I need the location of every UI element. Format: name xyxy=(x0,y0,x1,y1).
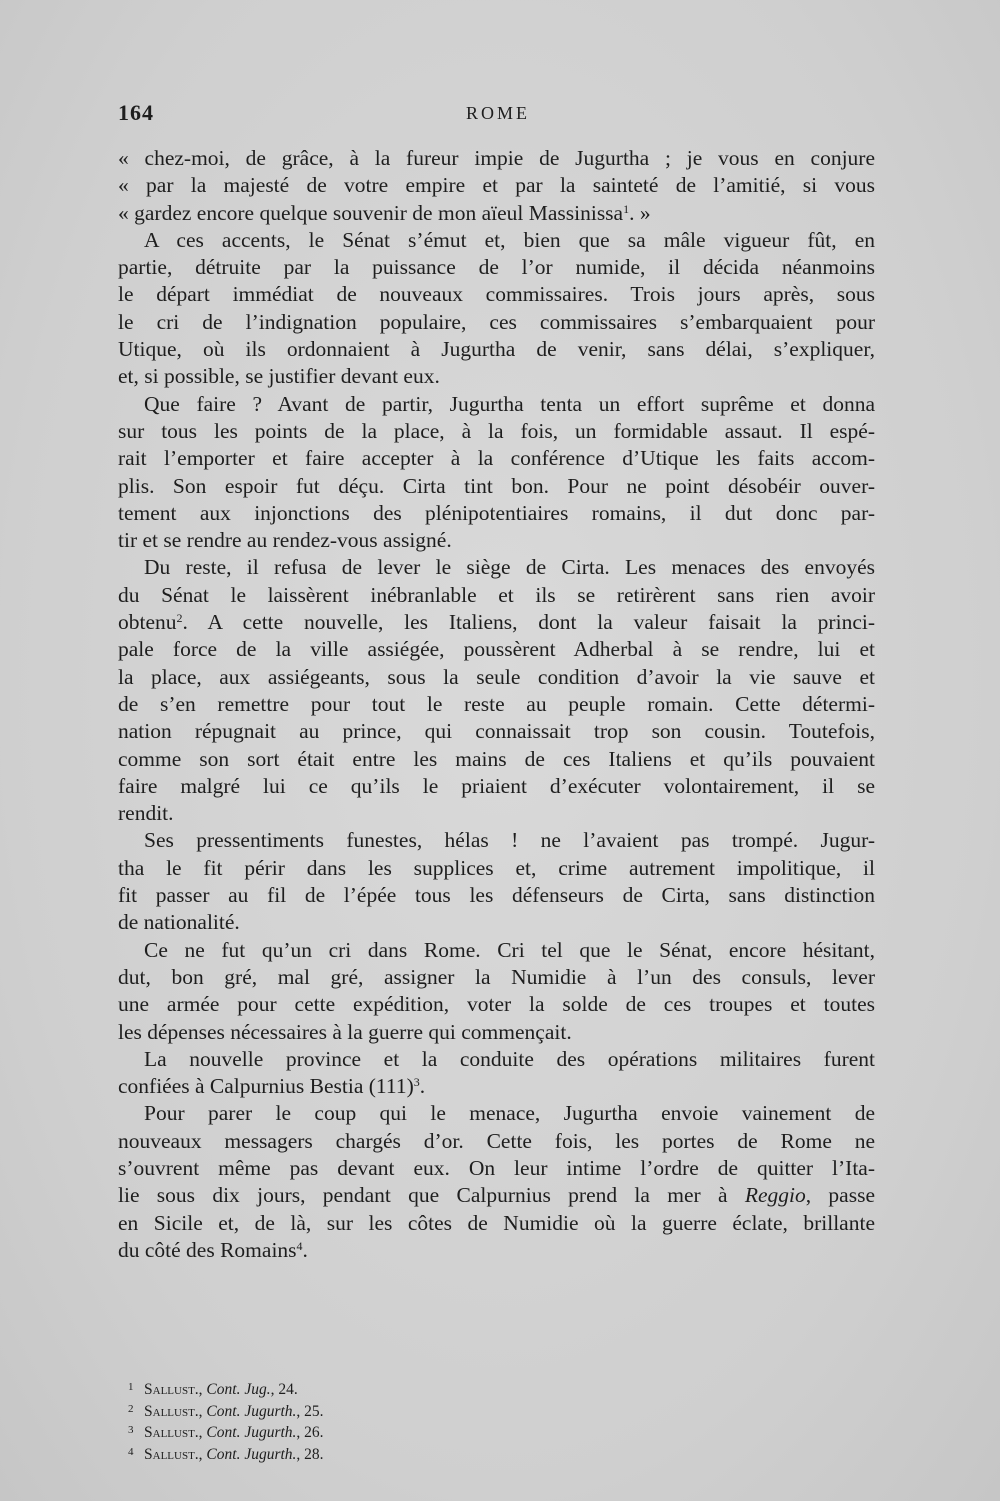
line-text: la place, aux assiégeants, sous la seule condition d’avoir la vie sauve et xyxy=(118,664,875,689)
text-line xyxy=(118,391,875,418)
line-text: pale force de la ville assiégée, poussèrent Adherbal à se rendre, lui et xyxy=(118,637,875,662)
text-line xyxy=(118,1100,875,1127)
footnote-work: Cont. Jugurth. xyxy=(206,1424,297,1441)
footnote: 2 Sallust., Cont. Jugurth., 25. xyxy=(128,1400,628,1422)
footnote-author: Sallust. xyxy=(144,1381,199,1398)
text-line xyxy=(118,691,875,718)
line-text: nouveaux messagers chargés d’or. Cette fois, les portes de Rome ne xyxy=(118,1128,875,1153)
line-text: le cri de l’indignation populaire, ces commissaires s’embarquaient pour xyxy=(118,309,875,334)
text-line xyxy=(118,1128,875,1155)
line-text: en Sicile et, de là, sur les côtes de Numidie où la guerre éclate, brillante xyxy=(118,1210,875,1235)
footnote: 4 Sallust., Cont. Jugurth., 28. xyxy=(128,1443,628,1465)
text-line xyxy=(118,991,875,1018)
text-line xyxy=(118,1073,875,1100)
line-text: « par la majesté de votre empire et par la sainteté de l’amitié, si vous xyxy=(118,173,875,198)
text-line xyxy=(118,800,875,827)
line-text: les dépenses nécessaires à la guerre qui commençait. xyxy=(118,1019,572,1044)
line-text: le départ immédiat de nouveaux commissaires. Trois jours après, sous xyxy=(118,282,875,307)
line-text: nation répugnait au prince, qui connaissait trop son cousin. Toutefois, xyxy=(118,719,875,744)
line-text: sur tous les points de la place, à la fois, un formidable assaut. Il espé- xyxy=(118,418,875,443)
line-text: Du reste, il refusa de lever le siège de Cirta. Les menaces des envoyés xyxy=(144,555,875,580)
text-line xyxy=(118,363,875,390)
line-text: « gardez encore quelque souvenir de mon aïeul Massinissa xyxy=(118,200,624,225)
line-text: Ce ne fut qu’un cri dans Rome. Cri tel que le Sénat, encore hésitant, xyxy=(144,937,875,962)
footnote-work: Cont. Jugurth. xyxy=(206,1445,297,1463)
line-text: et, si possible, se justifier devant eux. xyxy=(118,364,440,389)
footnote-marker: 2 xyxy=(176,611,183,626)
text-line xyxy=(118,1046,875,1073)
text-line xyxy=(118,718,875,745)
line-text: dut, bon gré, mal gré, assigner la Numidie à l’un des consuls, lever xyxy=(118,964,875,989)
page-number: 164 xyxy=(118,100,154,125)
text-line xyxy=(118,1019,875,1046)
footnote-work: Cont. Jugurth. xyxy=(206,1402,297,1420)
text-line xyxy=(118,827,875,854)
text-line xyxy=(118,254,875,281)
text-line xyxy=(118,145,875,172)
text-line xyxy=(118,582,875,609)
text-line xyxy=(118,746,875,773)
footnote-marker: 3 xyxy=(413,1075,420,1090)
line-text-tail: . xyxy=(419,1074,426,1099)
text-line xyxy=(118,554,875,581)
line-text: tha le fit périr dans les supplices et, crime autrement impolitique, il xyxy=(118,855,875,880)
text-line xyxy=(118,773,875,800)
line-text: confiées à Calpurnius Bestia (111) xyxy=(118,1074,414,1099)
footnotes xyxy=(128,1378,628,1464)
footnote-number: 1 xyxy=(128,1381,134,1393)
text-line xyxy=(118,1182,875,1209)
text-line xyxy=(118,664,875,691)
text-line xyxy=(118,909,875,936)
text-line xyxy=(118,609,875,636)
text-line xyxy=(118,309,875,336)
text-line xyxy=(118,227,875,254)
page-header xyxy=(118,100,878,130)
footnote-author: Sallust. xyxy=(144,1445,199,1463)
line-text: Ses pressentiments funestes, hélas ! ne l’avaient pas trompé. Jugur- xyxy=(144,828,875,853)
line-text: fit passer au fil de l’épée tous les défenseurs de Cirta, sans distinction xyxy=(118,883,875,908)
text-line xyxy=(118,500,875,527)
line-text: comme son sort était entre les mains de ces Italiens et qu’ils pouvaient xyxy=(118,746,875,771)
line-text: faire malgré lui ce qu’ils le priaient d’exécuter volontairement, il se xyxy=(118,773,875,798)
text-line xyxy=(118,882,875,909)
line-text: Que faire ? Avant de partir, Jugurtha tenta un effort suprême et donna xyxy=(144,391,875,416)
line-text: La nouvelle province et la conduite des opérations militaires furent xyxy=(144,1046,875,1071)
line-text: Utique, où ils ordonnaient à Jugurtha de venir, sans délai, s’expliquer, xyxy=(118,337,875,362)
footnote-work: Cont. Jug. xyxy=(206,1381,271,1398)
line-text: tement aux injonctions des plénipotentiaires romains, il dut donc par- xyxy=(118,500,875,525)
line-text-tail: . xyxy=(302,1237,308,1262)
footnote-number: 2 xyxy=(128,1402,134,1415)
text-line xyxy=(118,964,875,991)
running-head: ROME xyxy=(465,103,530,123)
line-text: partie, détruite par la puissance de l’or numide, il décida néanmoins xyxy=(118,255,875,280)
line-text: obtenu xyxy=(118,610,177,635)
line-text: du Sénat le laissèrent inébranlable et ils se retirèrent sans rien avoir xyxy=(118,582,875,607)
text-line xyxy=(118,636,875,663)
text-line xyxy=(118,855,875,882)
text-line xyxy=(118,1237,875,1264)
footnote-reference: , 26. xyxy=(296,1424,324,1441)
line-text: « chez-moi, de grâce, à la fureur impie de Jugurtha ; je vous en conjure xyxy=(118,146,875,170)
line-text: plis. Son espoir fut déçu. Cirta tint bon. Pour ne point désobéir ouver- xyxy=(118,473,875,498)
text-line xyxy=(118,1155,875,1182)
footnote: 3 Sallust., Cont. Jugurth., 26. xyxy=(128,1421,628,1443)
footnote-author: Sallust. xyxy=(144,1402,199,1420)
text-line xyxy=(118,418,875,445)
body-text xyxy=(118,145,875,1264)
footnote-author: Sallust. xyxy=(144,1424,199,1441)
text-line xyxy=(118,336,875,363)
line-text: rendit. xyxy=(118,801,174,826)
line-text: du côté des Romains xyxy=(118,1237,297,1262)
line-text: de s’en remettre pour tout le reste au peuple romain. Cette détermi- xyxy=(118,691,875,716)
line-text-tail: . » xyxy=(629,200,651,225)
text-line xyxy=(118,200,875,227)
text-line xyxy=(118,445,875,472)
line-text: A ces accents, le Sénat s’émut et, bien que sa mâle vigueur fût, en xyxy=(144,227,875,252)
line-text: tir et se rendre au rendez-vous assigné. xyxy=(118,528,452,553)
footnote-reference: , 25. xyxy=(296,1402,324,1420)
line-text: rait l’emporter et faire accepter à la conférence d’Utique les faits accom- xyxy=(118,446,875,471)
footnote: 1 Sallust., Cont. Jug., 24. xyxy=(128,1378,628,1400)
footnote-reference: , 24. xyxy=(270,1381,298,1398)
line-text: Pour parer le coup qui le menace, Jugurtha envoie vainement de xyxy=(144,1101,875,1126)
line-text: s’ouvrent même pas devant eux. On leur intime l’ordre de quitter l’Ita- xyxy=(118,1155,875,1180)
text-line xyxy=(118,473,875,500)
footnote-number: 3 xyxy=(128,1424,134,1436)
text-line xyxy=(118,937,875,964)
line-text-tail: , passe xyxy=(805,1183,876,1208)
line-text: lie sous dix jours, pendant que Calpurnius prend la mer à xyxy=(118,1183,745,1208)
text-line xyxy=(118,281,875,308)
italic-text: Reggio xyxy=(744,1183,806,1208)
line-text-tail: . A cette nouvelle, les Italiens, dont la valeur faisait la princi- xyxy=(182,610,875,635)
footnote-reference: , 28. xyxy=(296,1445,324,1463)
line-text: une armée pour cette expédition, voter la solde de ces troupes et toutes xyxy=(118,992,875,1017)
footnote-number: 4 xyxy=(128,1445,134,1458)
line-text: de nationalité. xyxy=(118,910,240,935)
footnote-marker: 1 xyxy=(623,201,630,216)
text-line xyxy=(118,172,875,199)
footnote-marker: 4 xyxy=(296,1238,303,1253)
text-line xyxy=(118,1210,875,1237)
text-line xyxy=(118,527,875,554)
